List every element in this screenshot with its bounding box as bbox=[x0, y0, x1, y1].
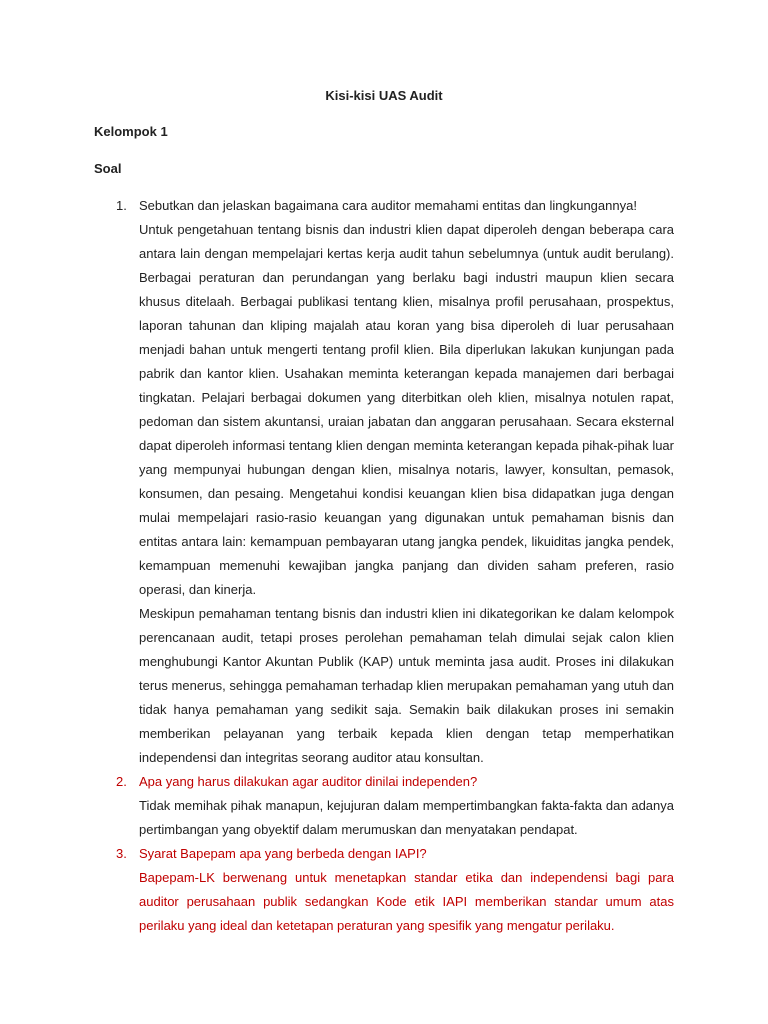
answer-paragraph: Bapepam-LK berwenang untuk menetapkan standar etika dan independensi bagi para auditor perusahaan publik sedangkan Kode etik IAPI memberikan standar umum atas perilaku yang ideal dan ketetapan peraturan yang spesifik yang mengatur perilaku. bbox=[139, 870, 674, 933]
question-number: 2. bbox=[116, 774, 127, 789]
question-text: Sebutkan dan jelaskan bagaimana cara auditor memahami entitas dan lingkungannya! bbox=[139, 198, 637, 213]
question-item-1 bbox=[116, 194, 674, 770]
section-label: Soal bbox=[94, 161, 122, 176]
question-list bbox=[116, 194, 674, 938]
question-number: 3. bbox=[116, 846, 127, 861]
answer-paragraph: Untuk pengetahuan tentang bisnis dan industri klien dapat diperoleh dengan beberapa cara antara lain dengan mempelajari kertas kerja audit tahun sebelumnya (untuk audit berulang). Berbagai peraturan dan perundangan yang berlaku bagi industri maupun klien secara khusus ditelaah. Berbagai publikasi tentang klien, misalnya profil perusahaan, prospektus, laporan tahunan dan kliping majalah atau koran yang bisa diperoleh di luar perusahaan menjadi bahan untuk mengerti tentang profil klien. Bila diperlukan lakukan kunjungan pada pabrik dan kantor klien. Usahakan meminta keterangan kepada manajemen dari berbagai tingkatan. Pelajari berbagai dokumen yang diterbitkan oleh klien, misalnya notulen rapat, pedoman dan sistem akuntansi, uraian jabatan dan anggaran perusahaan. Secara eksternal dapat diperoleh informasi tentang klien dengan meminta keterangan kepada pihak-pihak luar yang mempunyai hubungan dengan klien, misalnya notaris, lawyer, konsultan, pemasok, konsumen, dan pesaing. Mengetahui kondisi keuangan klien bisa didapatkan juga dengan mulai mempelajari rasio-rasio keuangan yang digunakan untuk pemahaman bisnis dan entitas antara lain: kemampuan pembayaran utang jangka pendek, likuiditas jangka pendek, kemampuan memenuhi kewajiban jangka panjang dan dividen saham preferen, rasio operasi, dan kinerja. bbox=[139, 222, 674, 597]
question-text: Syarat Bapepam apa yang berbeda dengan IAPI? bbox=[139, 846, 427, 861]
answer-paragraph: Meskipun pemahaman tentang bisnis dan industri klien ini dikategorikan ke dalam kelompok perencanaan audit, tetapi proses perolehan pemahaman telah dimulai sejak calon klien menghubungi Kantor Akuntan Publik (KAP) untuk meminta jasa audit. Proses ini dilakukan terus menerus, sehingga pemahaman terhadap klien merupakan pemahaman yang utuh dan tidak hanya pemahaman yang sedikit saja. Semakin baik dilakukan proses ini semakin memberikan pelayanan yang terbaik kepada klien dengan tetap memperhatikan independensi dan integritas seorang auditor atau konsultan. bbox=[139, 606, 674, 765]
document-title: Kisi-kisi UAS Audit bbox=[325, 88, 443, 103]
question-item-2 bbox=[116, 770, 674, 842]
question-item-3 bbox=[116, 842, 674, 938]
question-text: Apa yang harus dilakukan agar auditor dinilai independen? bbox=[139, 774, 478, 789]
question-number: 1. bbox=[116, 198, 127, 213]
group-label: Kelompok 1 bbox=[94, 124, 168, 139]
answer-paragraph: Tidak memihak pihak manapun, kejujuran dalam mempertimbangkan fakta-fakta dan adanya pertimbangan yang obyektif dalam merumuskan dan menyatakan pendapat. bbox=[139, 798, 674, 837]
